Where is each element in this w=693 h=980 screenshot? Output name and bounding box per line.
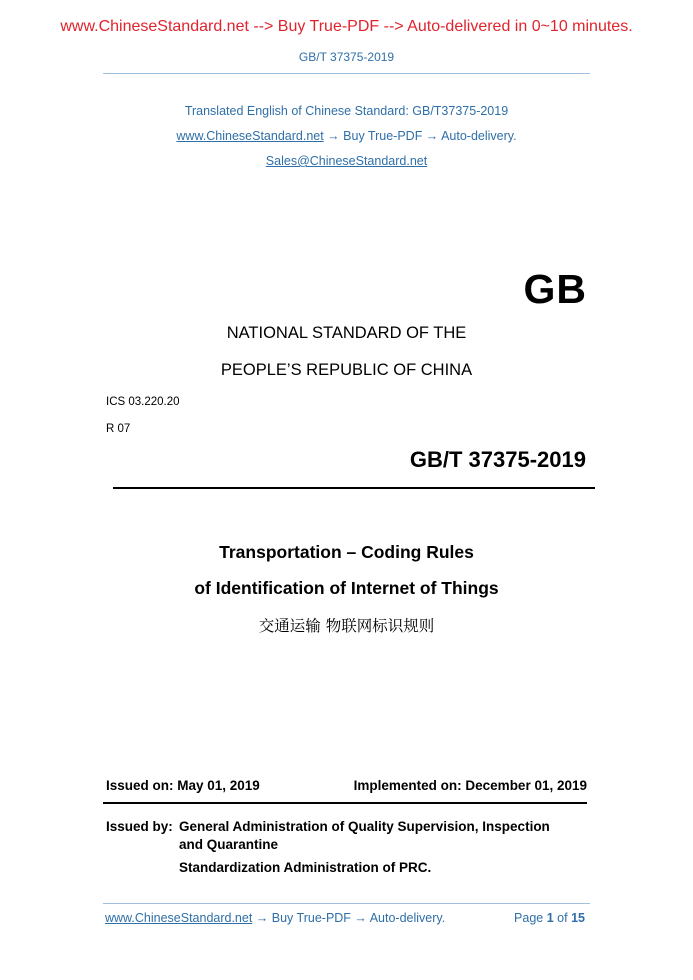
header-standard-code: GB/T 37375-2019	[298, 50, 395, 64]
national-standard-line1: NATIONAL STANDARD OF THE	[226, 324, 467, 342]
issued-by-label: Issued by:	[106, 819, 173, 834]
ics-code: ICS 03.220.20	[106, 396, 180, 408]
translation-note: Translated English of Chinese Standard: GB/T37375-2019	[184, 104, 509, 118]
issuer-aqsiq-line2: and Quarantine	[179, 837, 279, 852]
national-standard-line2: PEOPLE’S REPUBLIC OF CHINA	[220, 361, 473, 379]
footer-buy-line	[105, 911, 445, 925]
standard-number-divider	[113, 487, 595, 489]
footer-buy-text: → Buy True-PDF → Auto-delivery.	[252, 911, 446, 925]
buy-text: → Buy True-PDF → Auto-delivery.	[323, 129, 517, 143]
implemented-on-date: Implemented on: December 01, 2019	[353, 778, 587, 793]
promo-banner[interactable]: www.ChineseStandard.net --> Buy True-PDF --> Auto-delivered in 0~10 minutes.	[60, 18, 633, 35]
page-current: 1	[546, 911, 554, 925]
issuer-aqsiq-line1: General Administration of Quality Supervision, Inspection	[179, 819, 550, 834]
footer-divider	[103, 903, 590, 904]
issued-on-date: Issued on: May 01, 2019	[106, 778, 260, 793]
issuer-sac: Standardization Administration of PRC.	[179, 860, 432, 875]
document-title-line1: Transportation – Coding Rules	[219, 542, 474, 562]
footer-site-link[interactable]: www.ChineseStandard.net	[105, 911, 253, 925]
page-of-label: of	[557, 911, 568, 925]
header-divider	[103, 73, 590, 74]
sales-email-link[interactable]: Sales@ChineseStandard.net	[265, 154, 428, 168]
standard-number: GB/T 37375-2019	[409, 447, 586, 472]
buy-line	[0, 129, 693, 143]
gb-logo: GB	[523, 266, 587, 312]
page-label: Page	[514, 911, 544, 925]
dates-divider	[103, 802, 587, 804]
page-indicator	[514, 911, 585, 925]
page-total: 15	[571, 911, 585, 925]
ccs-code: R 07	[106, 423, 131, 435]
email-line	[0, 154, 693, 168]
document-title-line2: of Identification of Internet of Things	[194, 578, 499, 598]
site-link[interactable]: www.ChineseStandard.net	[176, 129, 324, 143]
document-title-chinese: 交通运输 物联网标识规则	[258, 617, 435, 635]
